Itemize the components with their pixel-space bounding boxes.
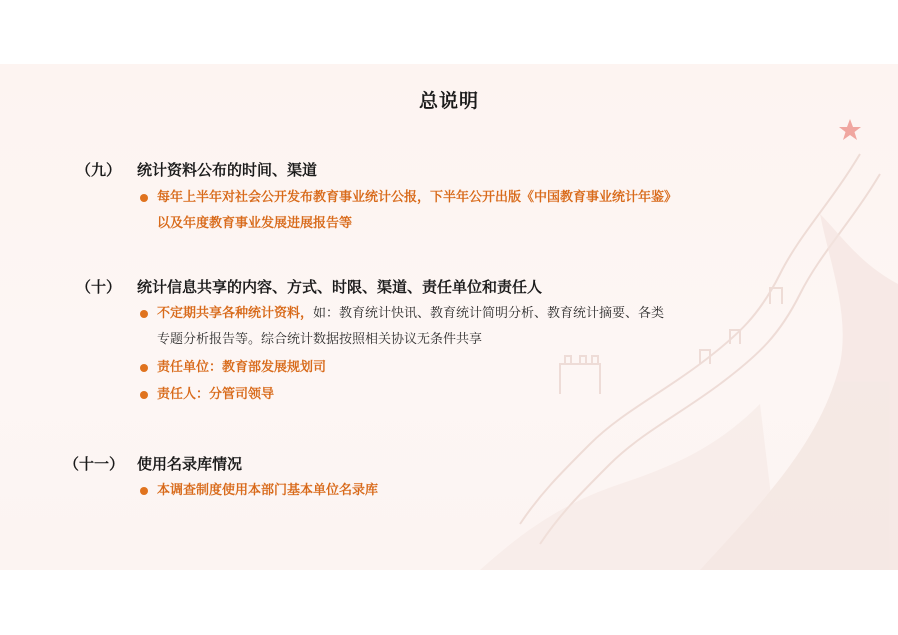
bullet-text: 每年上半年对社会公开发布教育事业统计公报，下半年公开出版《中国教育事业统计年鉴》 [157,190,678,205]
bullet-dot [140,194,148,202]
section-heading: 使用名录库情况 [137,455,243,473]
section-number: （九） [76,161,122,179]
slide [0,64,898,570]
bullet-text: 本调查制度使用本部门基本单位名录库 [157,483,379,498]
bullet-highlight: 不定期共享各种统计资料， [157,306,314,321]
bullet-text: 如：教育统计快讯、教育统计简明分析、教育统计摘要、各类 [313,306,665,321]
bullet-text-continued: 专题分析报告等。综合统计数据按照相关协议无条件共享 [157,332,483,347]
bullet-text: 责任人：分管司领导 [157,387,275,402]
section-heading: 统计信息共享的内容、方式、时限、渠道、责任单位和责任人 [137,278,543,296]
section-heading: 统计资料公布的时间、渠道 [137,161,318,179]
bullet-dot [140,487,148,495]
star-icon [838,118,862,142]
bullet-text: 责任单位：教育部发展规划司 [157,360,327,375]
section-number: （十一） [64,455,125,473]
bullet-text-continued: 以及年度教育事业发展进展报告等 [157,216,353,231]
section-number: （十） [76,278,122,296]
bullet-dot [140,364,148,372]
bullet-dot [140,310,148,318]
bullet-dot [140,391,148,399]
page-title: 总说明 [418,90,479,112]
